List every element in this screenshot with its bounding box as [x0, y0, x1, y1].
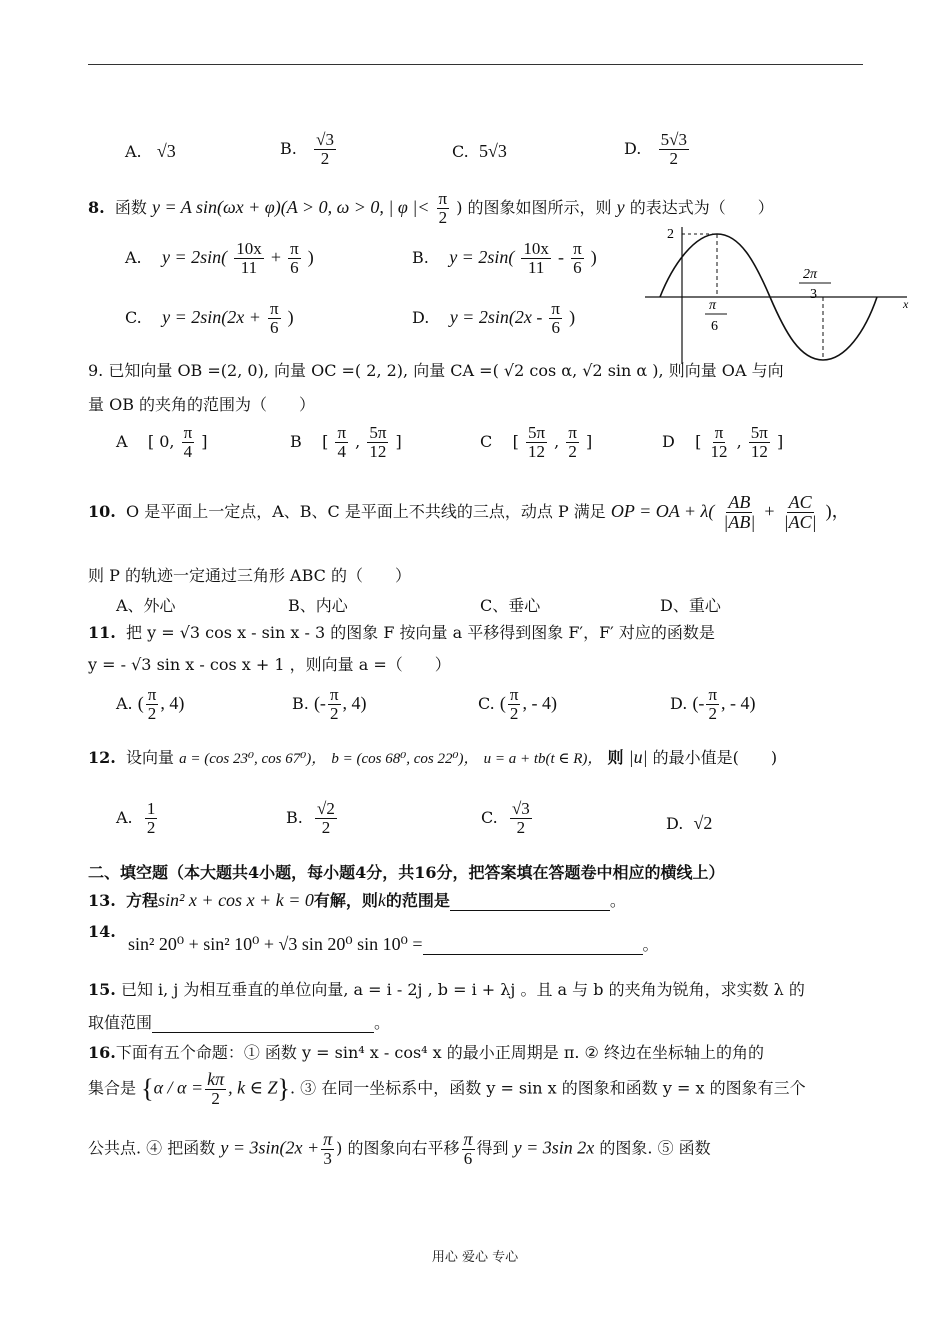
q15-line2: 取值范围 。: [88, 1013, 391, 1032]
q12-opt-b: B. $\frac{√2}{2}$: [286, 799, 335, 837]
tick2-den: 3: [810, 287, 817, 302]
q14-number: 14.: [88, 922, 116, 941]
section-fill-in-title: 二、填空题（本大题共4小题，每小题4分，共16分，把答案填在答题卷中相应的横线上）: [88, 863, 725, 882]
q11-line1: 11. 把 y = √3 cos x - sin x - 3 的图象 F 按向量 a 平移得到图象 F′，F′ 对应的函数是: [88, 623, 715, 642]
q9-line1: 9. 已知向量 OB =(2, 0), 向量 OC =( 2, 2), 向量 CA =( √2 cos α, √2 sin α ), 则向量 OA 与向: [88, 361, 784, 380]
q11-line2: y = - √3 sin x - cos x + 1 ，则向量 a =（ ）: [88, 655, 451, 674]
q7-opt-b: B. $\frac{√3}{2}$: [280, 130, 334, 168]
q16-line1: 16.下面有五个命题：① 函数 y = sin⁴ x - cos⁴ x 的最小正周期是 π. ② 终边在坐标轴上的角的: [88, 1043, 764, 1062]
q16-line2: 集合是 {α / α = $\frac{k\pi}{2}$ , k ∈ Z}. ③ 在同一坐标系中，函数 y = sin x 的图象和函数 y = x 的图象有三个: [88, 1069, 806, 1108]
q10-opt-d: D、重心: [660, 596, 721, 615]
q11-opt-b: B. (- $\frac{\pi}{2}$ , 4): [292, 685, 367, 723]
x-axis-label: x: [903, 297, 909, 311]
q11-opt-a: A. ( $\frac{\pi}{2}$ , 4): [116, 685, 185, 723]
q16-line3: 公共点. ④ 把函数 y = 3sin(2x + $\frac{\pi}{3}$ ) 的图象向右平移 $\frac{\pi}{6}$ 得到 y = 3sin 2x 的图象. ⑤ 函数: [88, 1129, 711, 1168]
header-rule: [88, 64, 863, 65]
q9-line2: 量 OB 的夹角的范围为（ ）: [88, 395, 316, 414]
q9-opt-b: B [ $\frac{\pi}{4}$ , $\frac{5\pi}{12}$ ]: [290, 423, 402, 461]
q12-stem: 12. 设向量 a = (cos 23⁰, cos 67⁰)， b = (cos 68⁰, cos 22⁰)， u = a + tb(t ∈ R)， 则 |u| 的最小值是( ): [88, 747, 778, 767]
q14: sin² 20⁰ + sin² 10⁰ + √3 sin 20⁰ sin 10⁰ = 。: [128, 934, 659, 954]
q10-opt-c: C、垂心: [480, 596, 541, 615]
q10-opt-a: A、外心: [116, 596, 176, 615]
q8-opt-c: C. y = 2sin(2x + $\frac{\pi}{6}$ ): [125, 299, 294, 337]
q12-opt-d: D. √2: [666, 813, 713, 833]
page-footer: 用心 爱心 专心: [431, 1250, 519, 1265]
q7-opt-d: D. $\frac{5√3}{2}$: [624, 130, 687, 168]
q13-answer-blank[interactable]: [450, 910, 610, 911]
q14-answer-blank[interactable]: [423, 954, 643, 955]
tick2-num: 2π: [803, 267, 818, 282]
y-max-label: 2: [667, 227, 674, 242]
q15-line1: 15. 已知 i, j 为相互垂直的单位向量, a = i - 2j , b = i + λj 。且 a 与 b 的夹角为锐角，求实数 λ 的: [88, 980, 805, 999]
q8-opt-a: A. y = 2sin( $\frac{10x}{11}$ + $\frac{\pi}{6}$ ): [125, 239, 314, 277]
q8-stem: 8. 函数 y = A sin(ωx + φ)(A > 0, ω > 0, | φ |< $\frac{\pi}{2}$ ) 的图象如图所示，则 y 的表达式为（ ）: [88, 189, 774, 227]
q11-opt-d: D. (- $\frac{\pi}{2}$ , - 4): [670, 685, 756, 723]
tick1-num: π: [709, 298, 717, 313]
q11-opt-c: C. ( $\frac{\pi}{2}$ , - 4): [478, 685, 557, 723]
q10-stem: 10. O 是平面上一定点，A、B、C 是平面上不共线的三点，动点 P 满足 OP = OA + λ( $\frac{AB}{|AB|}$ + $\frac{AC}{|AC|}$ )，: [88, 492, 850, 532]
q7-opt-c: C. 5√3: [452, 141, 507, 161]
q9-opt-a: A [ 0, $\frac{\pi}{4}$ ]: [116, 423, 208, 461]
q9-opt-c: C [ $\frac{5\pi}{12}$ , $\frac{\pi}{2}$ ]: [480, 423, 593, 461]
q10-opt-b: B、内心: [288, 596, 348, 615]
q10-line2: 则 P 的轨迹一定通过三角形 ABC 的（ ）: [88, 566, 411, 585]
q7-opt-a: A. √3: [125, 141, 176, 161]
q9-opt-d: D [ $\frac{\pi}{12}$ , $\frac{5\pi}{12}$ ]: [662, 423, 784, 461]
q8-opt-b: B. y = 2sin( $\frac{10x}{11}$ - $\frac{\pi}{6}$ ): [412, 239, 597, 277]
q8-opt-d: D. y = 2sin(2x - $\frac{\pi}{6}$ ): [412, 299, 576, 337]
q12-opt-c: C. $\frac{√3}{2}$: [481, 799, 530, 837]
q13: 13. 方程sin² x + cos x + k = 0有解，则k的范围是 。: [88, 890, 626, 910]
sine-graph: [645, 222, 915, 367]
q12-opt-a: A. $\frac{1}{2}$: [116, 799, 156, 837]
q15-answer-blank[interactable]: [152, 1032, 374, 1033]
tick1-den: 6: [711, 319, 718, 334]
